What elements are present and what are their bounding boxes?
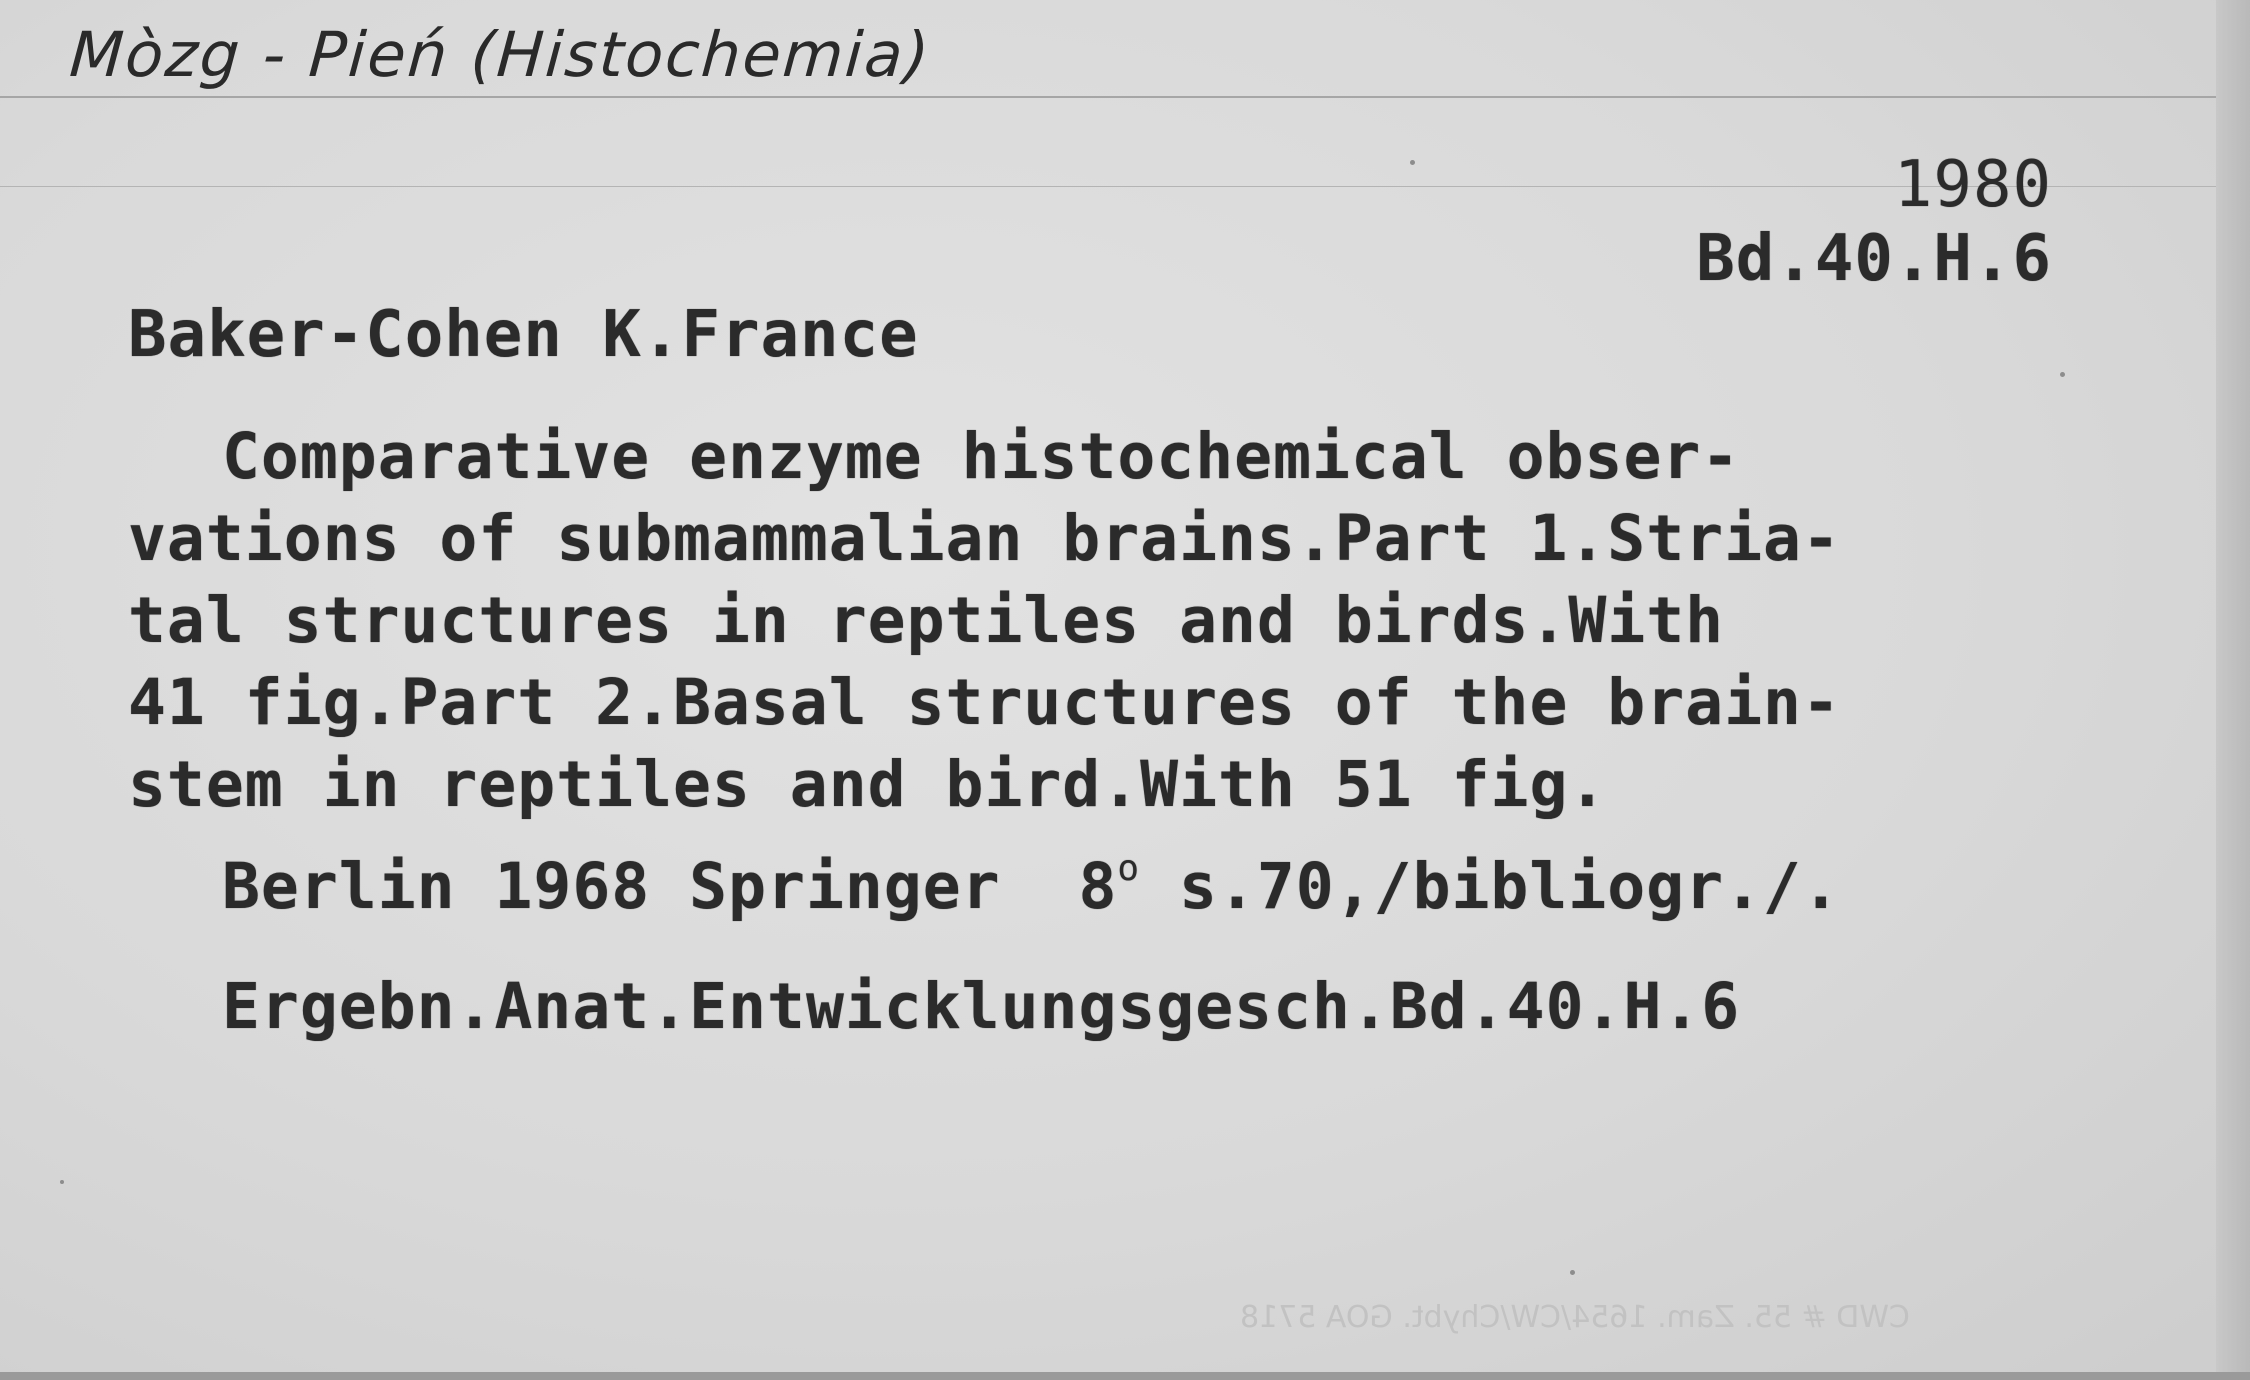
year: 1980: [1893, 148, 2052, 222]
bleed-through-stamp: CWD # 55. Zam. 1654/CW/Chybt. GOA 5718: [1240, 1300, 1910, 1335]
header-rule: [0, 96, 2216, 98]
description-line-5: stem in reptiles and bird.With 51 fig.: [128, 748, 1608, 821]
card-right-edge: [2216, 0, 2250, 1380]
volume-reference: Bd.40.H.6: [1696, 222, 2052, 296]
secondary-rule: [0, 186, 2216, 187]
subject-heading: Mòzg - Pień (Histochemia): [67, 18, 934, 91]
ink-speck: [1570, 1270, 1575, 1275]
publication-line: [222, 848, 1841, 923]
ink-speck: [60, 1180, 64, 1184]
description-line-3: tal structures in reptiles and birds.With: [128, 584, 1725, 657]
ink-speck: [1410, 160, 1415, 165]
card-bottom-edge: [0, 1372, 2250, 1380]
ink-speck: [2060, 372, 2065, 377]
author: Baker-Cohen K.France: [128, 298, 919, 372]
description-line-2: vations of submammalian brains.Part 1.Stria-: [128, 502, 1841, 575]
publication-prefix: Berlin 1968 Springer 8: [222, 850, 1118, 923]
description-line-4: 41 fig.Part 2.Basal structures of the brain-: [128, 666, 1841, 739]
series-reference: Ergebn.Anat.Entwicklungsgesch.Bd.40.H.6: [222, 970, 1741, 1043]
format-superscript: o: [1117, 848, 1141, 889]
publication-suffix: s.70,/bibliogr./.: [1140, 850, 1841, 923]
description-line-1: Comparative enzyme histochemical obser-: [222, 420, 1741, 493]
